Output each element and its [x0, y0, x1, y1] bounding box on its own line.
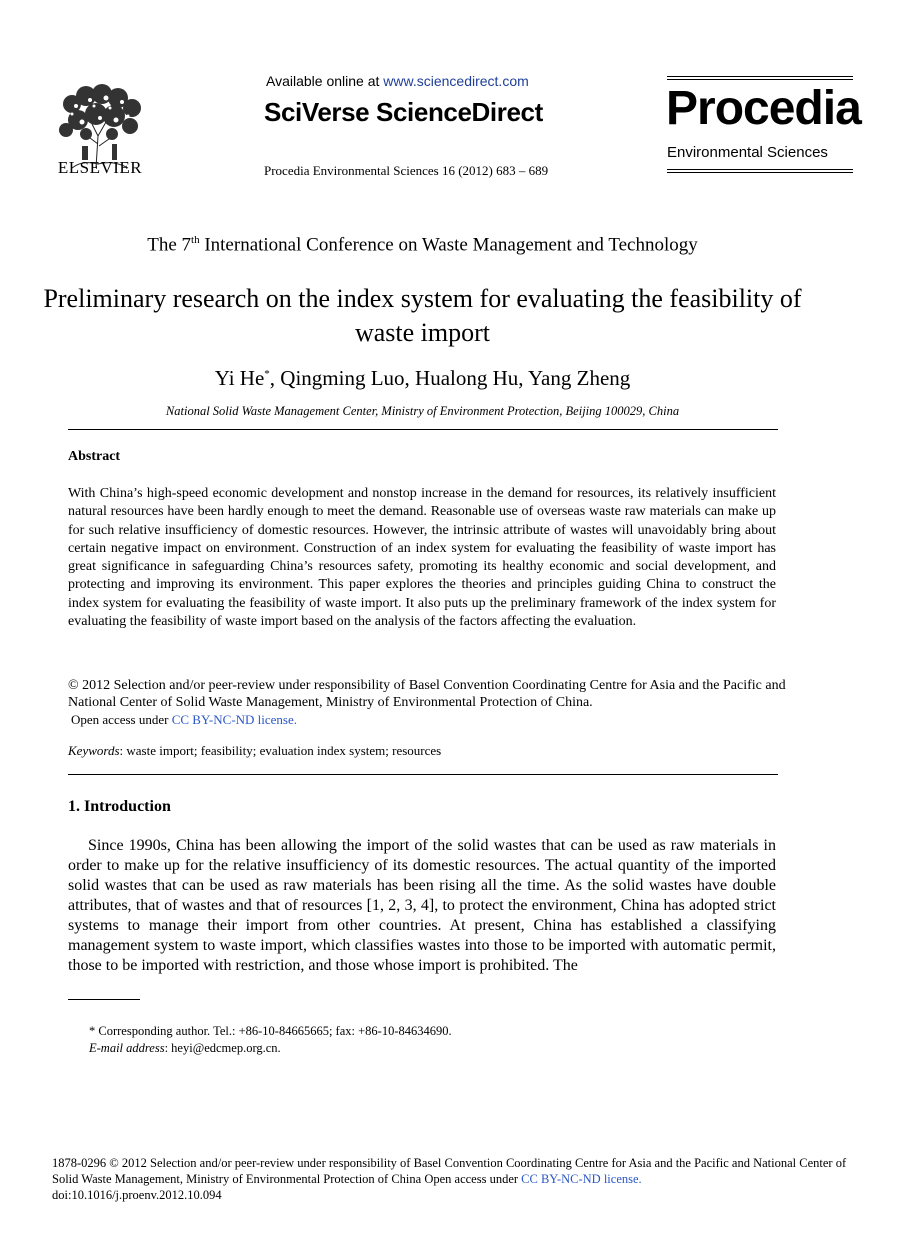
available-online-line: [266, 73, 529, 89]
conference-prefix: The 7: [147, 234, 192, 256]
other-authors: , Qingming Luo, Hualong Hu, Yang Zheng: [269, 366, 631, 390]
footer-text: 1878-0296 © 2012 Selection and/or peer-review under responsibility of Basel Convention Coordinating Centre for Asia and the Pacific and National Center of Solid Waste Management, Ministry of Environmental Protection of China: [52, 1156, 847, 1186]
divider-bottom: [68, 774, 778, 775]
author-list: [0, 366, 845, 391]
footnote-rule: [68, 999, 140, 1000]
journal-reference: Procedia Environmental Sciences 16 (2012) 683 – 689: [264, 163, 549, 178]
email-address: : heyi@edcmep.org.cn.: [164, 1041, 281, 1055]
keywords-values: : waste import; feasibility; evaluation index system; resources: [119, 743, 442, 758]
footer-open-access-prefix: Open access under: [421, 1172, 522, 1186]
first-author: Yi He: [214, 366, 265, 390]
open-access-line: [71, 712, 297, 728]
doi[interactable]: doi:10.1016/j.proenv.2012.10.094: [52, 1188, 222, 1202]
conference-line: [0, 234, 845, 256]
open-access-prefix: Open access under: [71, 712, 172, 727]
procedia-wordmark: Procedia: [666, 82, 861, 135]
elsevier-wordmark: ELSEVIER: [57, 158, 143, 177]
copyright-notice: © 2012 Selection and/or peer-review under responsibility of Basel Convention Coordinating Centre for Asia and the Pacific and National Center of Solid Waste Management, Ministry of Environmental Protection of China.: [68, 678, 786, 710]
section-heading-introduction: 1. Introduction: [68, 798, 171, 815]
procedia-subtitle: Environmental Sciences: [667, 144, 828, 161]
corresponding-author-note: * Corresponding author. Tel.: +86-10-84665665; fax: +86-10-84634690.: [89, 1024, 452, 1038]
email-note: [89, 1041, 281, 1056]
conference-name: International Conference on Waste Management and Technology: [199, 234, 698, 256]
keywords-label: Keywords: [68, 743, 120, 758]
affiliation: National Solid Waste Management Center, Ministry of Environment Protection, Beijing 100029, China: [165, 404, 680, 418]
introduction-body: Since 1990s, China has been allowing the import of the solid wastes that can be used as raw materials in order to make up for the relative insufficiency of its domestic resources. The actual quantity of the imported solid wastes that can be used as raw materials has been rising all the time. As the solid wastes have double attributes, that of wastes and that of resources [1, 2, 3, 4], to protect the environment, China has adopted strict systems to manage their import from other countries. At present, China has established a classifying management system to waste import, which classifies wastes into those to be imported with automatic permit, those to be imported with restriction, and those whose import is prohibited. The: [68, 837, 776, 974]
paper-title: Preliminary research on the index system for evaluating the feasibility of waste import: [43, 284, 802, 347]
divider-top: [68, 429, 778, 430]
abstract-heading: Abstract: [68, 449, 121, 464]
email-label: E-mail address: [89, 1041, 165, 1055]
keywords-line: [68, 743, 441, 759]
procedia-rule-bottom: [667, 169, 853, 173]
footer-license-link[interactable]: CC BY-NC-ND license.: [521, 1172, 642, 1186]
license-link[interactable]: CC BY-NC-ND license.: [171, 712, 298, 727]
procedia-rule-top: [667, 76, 853, 80]
issn-copyright-footer: [52, 1155, 852, 1187]
available-prefix: Available online at: [266, 73, 384, 89]
abstract-body: With China’s high-speed economic development and nonstop increase in the demand for resources, its relatively insufficient natural resources have been hardly enough to meet the demand. Reasonable use of overseas waste raw materials can make up for such relative insufficiency of domestic resources. However, the intrinsic attribute of wastes will unavoidably bring about certain negative impact on environment. Construction of an index system for evaluating the feasibility of waste import has great significance in safeguarding China’s resources safety, promoting its healthy economic and social development, and protecting and improving its environment. This paper explores the theories and principles guiding China to construct the index system for evaluating the feasibility of waste import. It also puts up the preliminary framework of the index system for evaluating the feasibility of waste import based on the analysis of the factors affecting the evaluation.: [68, 486, 776, 630]
corresponding-mark: *: [264, 368, 270, 380]
platform-wordmark: SciVerse ScienceDirect: [264, 97, 543, 127]
sciencedirect-link[interactable]: www.sciencedirect.com: [383, 73, 529, 89]
conference-ordinal: th: [191, 234, 200, 246]
